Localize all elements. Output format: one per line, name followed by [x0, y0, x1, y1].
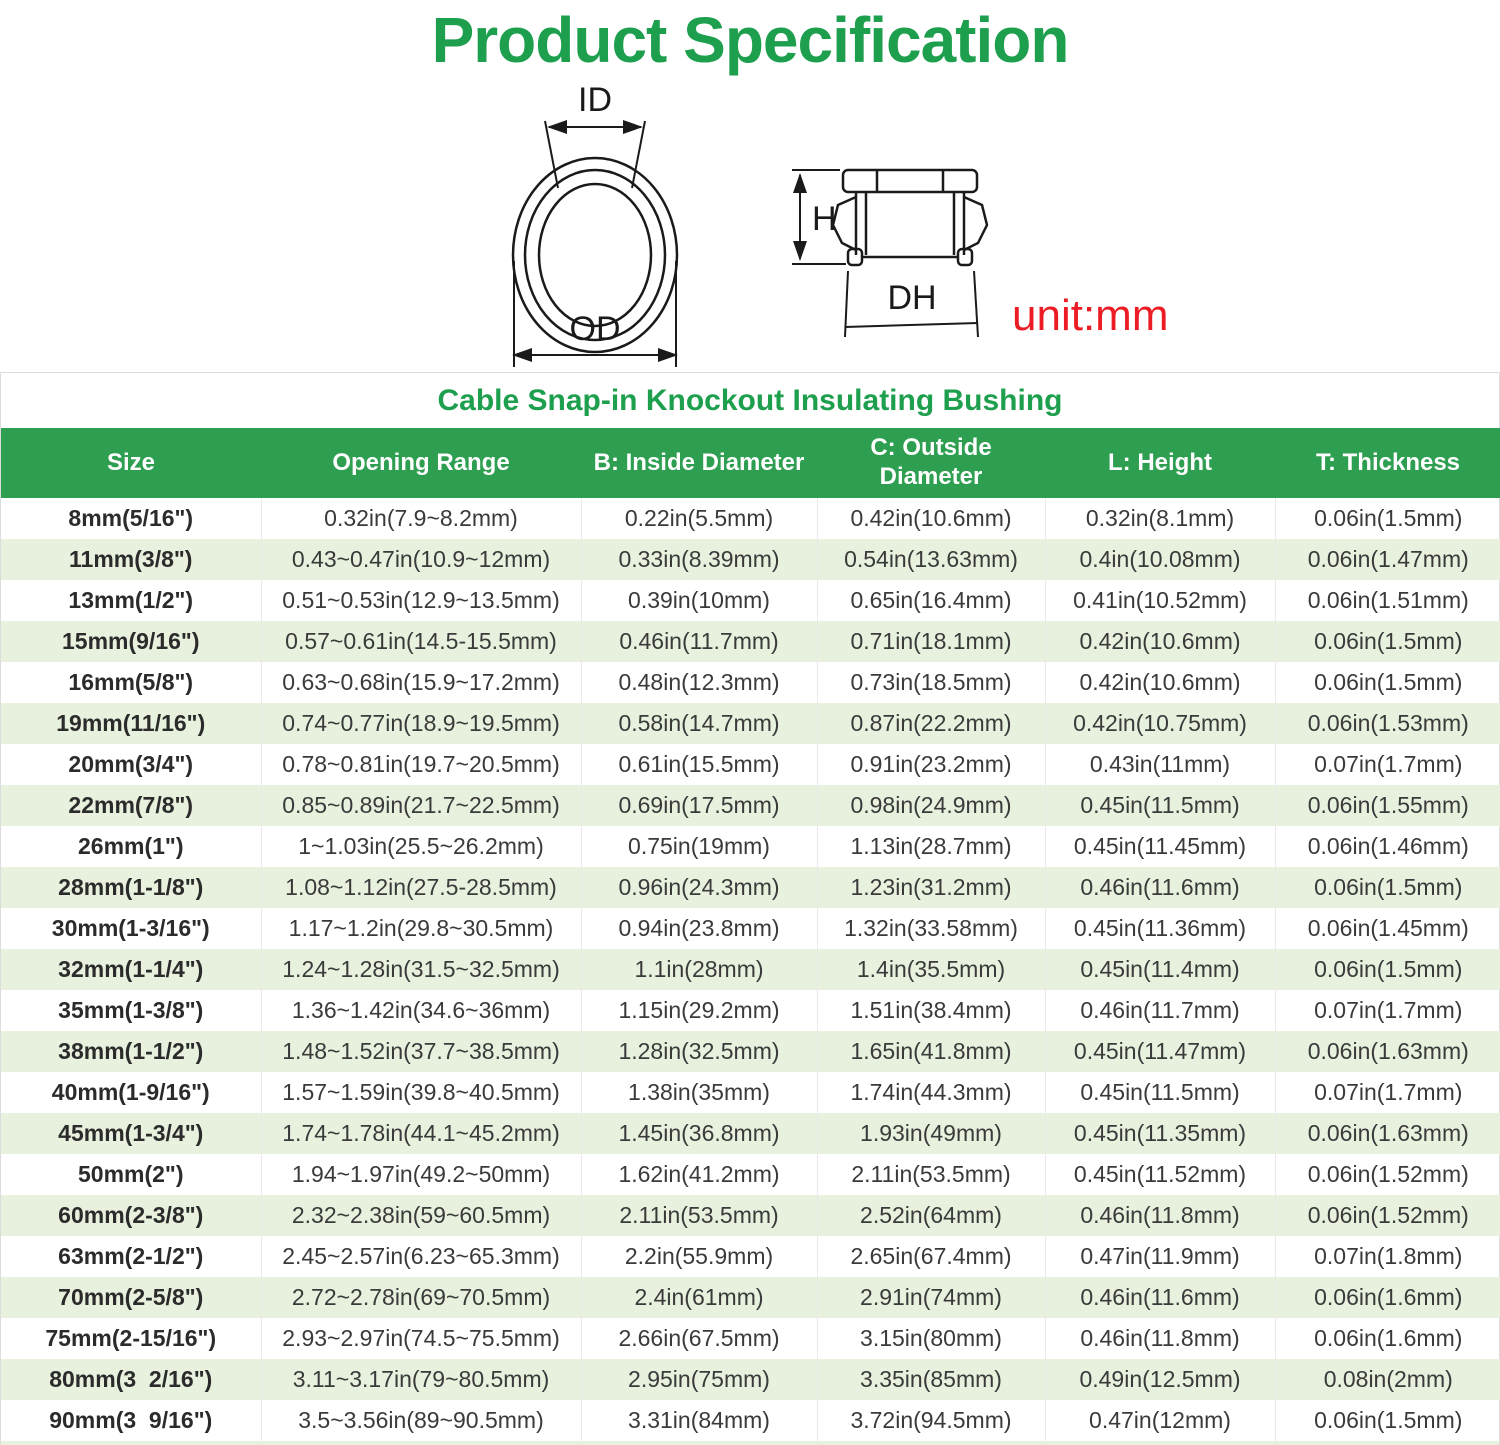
table-cell: 0.43in(11mm) [1045, 744, 1275, 785]
h-dimension-label: H [812, 200, 837, 238]
table-row [1, 703, 1500, 744]
table-cell: 0.08in(2mm) [1323, 1366, 1453, 1392]
table-cell: 0.91in(23.2mm) [817, 744, 1045, 785]
table-cell: 0.06in(1.6mm) [1314, 1284, 1463, 1310]
table-cell: 3.15in(80mm) [817, 1318, 1045, 1359]
table-cell: 0.42in(10.75mm) [1045, 703, 1275, 744]
table-cell: 0.07in(1.7mm) [1314, 997, 1463, 1023]
spec-section [0, 372, 1500, 1445]
column-header: L: Height [1045, 428, 1275, 498]
table-cell: 0.65in(16.4mm) [817, 580, 1045, 621]
table-cell: 1.36~1.42in(34.6~36mm) [261, 990, 581, 1031]
table-cell: 1.1in(28mm) [581, 949, 817, 990]
table-cell: 0.45in(11.52mm) [1045, 1154, 1275, 1195]
table-cell: 0.42in(10.6mm) [1045, 621, 1275, 662]
table-cell: 0.49in(12.5mm) [1045, 1359, 1275, 1400]
table-cell: 1.08~1.12in(27.5-28.5mm) [261, 867, 581, 908]
size-cell: 28mm(1-1/8") [1, 867, 261, 908]
table-cell: 0.69in(17.5mm) [581, 785, 817, 826]
table-row [1, 1236, 1500, 1277]
column-header: C: Outside Diameter [817, 428, 1045, 498]
table-row [1, 621, 1500, 662]
table-header [1, 428, 1500, 498]
table-cell: 0.32in(8.1mm) [1045, 498, 1275, 539]
table-cell: 0.06in(1.5mm) [1314, 628, 1463, 654]
table-cell: 0.07in(1.7mm) [1314, 751, 1463, 777]
table-cell: 0.06in(1.53mm) [1307, 710, 1469, 736]
table-row [1, 744, 1500, 785]
table-cell: 3.31in(84mm) [581, 1400, 817, 1441]
table-cell: 0.06in(1.52mm) [1307, 1202, 1469, 1228]
table-cell: 0.33in(8.39mm) [581, 539, 817, 580]
table-row [1, 1195, 1500, 1236]
table-row [1, 785, 1500, 826]
table-cell: 3.11~3.17in(79~80.5mm) [261, 1359, 581, 1400]
table-cell: 1.28in(32.5mm) [581, 1031, 817, 1072]
column-header: Size [1, 428, 261, 498]
table-cell: 1.23in(31.2mm) [817, 867, 1045, 908]
table-cell: 0.46in(11.7mm) [581, 621, 817, 662]
table-cell: 0.96in(24.3mm) [581, 867, 817, 908]
column-header: T: Thickness [1275, 428, 1500, 498]
table-cell: 2.45~2.57in(6.23~65.3mm) [261, 1236, 581, 1277]
table-cell: 3.35in(85mm) [817, 1359, 1045, 1400]
id-dimension-label: ID [578, 85, 612, 119]
table-row [1, 990, 1500, 1031]
size-cell: 26mm(1") [1, 826, 261, 867]
table-cell: 1.17~1.2in(29.8~30.5mm) [261, 908, 581, 949]
table-cell: 2.11in(53.5mm) [817, 1154, 1045, 1195]
table-cell: 0.73in(18.5mm) [817, 662, 1045, 703]
table-cell: 2.95in(75mm) [581, 1359, 817, 1400]
table-cell: 0.46in(11.6mm) [1045, 867, 1275, 908]
table-row [1, 539, 1500, 580]
table-cell: 0.06in(1.5mm) [1314, 874, 1463, 900]
table-cell: 2.52in(64mm) [817, 1195, 1045, 1236]
table-cell: 0.41in(10.52mm) [1045, 580, 1275, 621]
table-row [1, 1277, 1500, 1318]
table-cell: 0.98in(24.9mm) [817, 785, 1045, 826]
table-cell: 2.65in(67.4mm) [817, 1236, 1045, 1277]
table-cell: 0.48in(12.3mm) [581, 662, 817, 703]
bottom-row-sliver [1, 1441, 1499, 1445]
size-cell: 35mm(1-3/8") [1, 990, 261, 1031]
table-cell: 0.06in(1.5mm) [1314, 669, 1463, 695]
table-cell: 1.94~1.97in(49.2~50mm) [261, 1154, 581, 1195]
table-cell: 0.22in(5.5mm) [581, 498, 817, 539]
table-cell: 2.66in(67.5mm) [581, 1318, 817, 1359]
table-cell: 0.42in(10.6mm) [817, 498, 1045, 539]
size-cell: 19mm(11/16") [1, 703, 261, 744]
table-header-row [1, 428, 1500, 498]
table-cell: 2.91in(74mm) [817, 1277, 1045, 1318]
table-cell: 2.2in(55.9mm) [581, 1236, 817, 1277]
table-cell: 0.74~0.77in(18.9~19.5mm) [261, 703, 581, 744]
table-cell: 0.47in(12mm) [1045, 1400, 1275, 1441]
size-cell: 20mm(3/4") [1, 744, 261, 785]
table-cell: 0.46in(11.7mm) [1045, 990, 1275, 1031]
table-cell: 0.87in(22.2mm) [817, 703, 1045, 744]
table-cell: 1.32in(33.58mm) [817, 908, 1045, 949]
table-cell: 2.32~2.38in(59~60.5mm) [261, 1195, 581, 1236]
size-cell: 22mm(7/8") [1, 785, 261, 826]
table-row [1, 908, 1500, 949]
size-cell: 75mm(2-15/16") [1, 1318, 261, 1359]
table-cell: 1.74in(44.3mm) [817, 1072, 1045, 1113]
column-header: Opening Range [261, 428, 581, 498]
table-cell: 0.46in(11.8mm) [1045, 1195, 1275, 1236]
unit-note: unit:mm [1012, 291, 1169, 340]
table-cell: 2.4in(61mm) [581, 1277, 817, 1318]
table-body [1, 498, 1500, 1441]
size-cell: 8mm(5/16") [1, 498, 261, 539]
table-cell: 3.72in(94.5mm) [817, 1400, 1045, 1441]
table-cell: 0.39in(10mm) [581, 580, 817, 621]
size-cell: 50mm(2") [1, 1154, 261, 1195]
table-cell: 0.45in(11.36mm) [1045, 908, 1275, 949]
table-cell: 0.61in(15.5mm) [581, 744, 817, 785]
size-cell: 13mm(1/2") [1, 580, 261, 621]
size-cell: 38mm(1-1/2") [1, 1031, 261, 1072]
table-cell: 1.4in(35.5mm) [817, 949, 1045, 990]
table-cell: 0.06in(1.63mm) [1307, 1038, 1469, 1064]
size-cell: 80mm(3 2/16") [1, 1359, 261, 1400]
diagram-svg [0, 85, 1500, 372]
table-cell: 0.06in(1.63mm) [1307, 1120, 1469, 1146]
spec-table [1, 428, 1500, 1441]
table-cell: 1.62in(41.2mm) [581, 1154, 817, 1195]
size-cell: 70mm(2-5/8") [1, 1277, 261, 1318]
column-header: B: Inside Diameter [581, 428, 817, 498]
size-cell: 16mm(5/8") [1, 662, 261, 703]
table-cell: 0.51~0.53in(12.9~13.5mm) [261, 580, 581, 621]
dh-dimension-label: DH [887, 279, 937, 317]
table-row [1, 498, 1500, 539]
table-row [1, 580, 1500, 621]
side-view-diagram [833, 170, 987, 265]
table-row [1, 867, 1500, 908]
table-row [1, 1031, 1500, 1072]
table-cell: 0.71in(18.1mm) [817, 621, 1045, 662]
table-row [1, 1400, 1500, 1441]
size-cell: 60mm(2-3/8") [1, 1195, 261, 1236]
od-dimension-label: OD [569, 310, 621, 348]
table-cell: 2.72~2.78in(69~70.5mm) [261, 1277, 581, 1318]
table-cell: 1.57~1.59in(39.8~40.5mm) [261, 1072, 581, 1113]
table-cell: 0.32in(7.9~8.2mm) [261, 498, 581, 539]
table-cell: 0.54in(13.63mm) [817, 539, 1045, 580]
table-cell: 0.45in(11.35mm) [1045, 1113, 1275, 1154]
table-cell: 1.13in(28.7mm) [817, 826, 1045, 867]
product-diagram [0, 85, 1500, 372]
table-cell: 0.43~0.47in(10.9~12mm) [261, 539, 581, 580]
table-cell: 1.15in(29.2mm) [581, 990, 817, 1031]
table-cell: 0.58in(14.7mm) [581, 703, 817, 744]
table-cell: 2.11in(53.5mm) [581, 1195, 817, 1236]
table-cell: 0.45in(11.5mm) [1045, 1072, 1275, 1113]
table-row [1, 1359, 1500, 1400]
table-cell: 0.06in(1.6mm) [1314, 1325, 1463, 1351]
id-dimension [545, 121, 645, 188]
size-cell: 15mm(9/16") [1, 621, 261, 662]
table-cell: 3.5~3.56in(89~90.5mm) [261, 1400, 581, 1441]
size-cell: 63mm(2-1/2") [1, 1236, 261, 1277]
size-cell: 90mm(3 9/16") [1, 1400, 261, 1441]
table-row [1, 1318, 1500, 1359]
table-row [1, 826, 1500, 867]
table-cell: 1.74~1.78in(44.1~45.2mm) [261, 1113, 581, 1154]
table-cell: 0.06in(1.51mm) [1307, 587, 1469, 613]
page-header [0, 0, 1500, 85]
table-cell: 0.06in(1.46mm) [1307, 833, 1469, 859]
table-cell: 0.46in(11.8mm) [1045, 1318, 1275, 1359]
table-cell: 1.48~1.52in(37.7~38.5mm) [261, 1031, 581, 1072]
size-cell: 45mm(1-3/4") [1, 1113, 261, 1154]
table-row [1, 1113, 1500, 1154]
table-cell: 0.45in(11.5mm) [1045, 785, 1275, 826]
table-cell: 0.06in(1.5mm) [1314, 505, 1463, 531]
table-cell: 0.07in(1.8mm) [1314, 1243, 1463, 1269]
table-cell: 1~1.03in(25.5~26.2mm) [261, 826, 581, 867]
size-cell: 40mm(1-9/16") [1, 1072, 261, 1113]
table-cell: 1.38in(35mm) [581, 1072, 817, 1113]
table-cell: 0.42in(10.6mm) [1045, 662, 1275, 703]
table-subtitle: Cable Snap-in Knockout Insulating Bushing [437, 383, 1063, 417]
table-cell: 0.4in(10.08mm) [1045, 539, 1275, 580]
size-cell: 32mm(1-1/4") [1, 949, 261, 990]
table-row [1, 949, 1500, 990]
table-cell: 0.57~0.61in(14.5-15.5mm) [261, 621, 581, 662]
size-cell: 30mm(1-3/16") [1, 908, 261, 949]
table-row [1, 1154, 1500, 1195]
table-row [1, 662, 1500, 703]
table-cell: 0.06in(1.5mm) [1314, 1407, 1463, 1433]
table-cell: 0.07in(1.7mm) [1314, 1079, 1463, 1105]
table-cell: 0.45in(11.4mm) [1045, 949, 1275, 990]
table-row [1, 1072, 1500, 1113]
table-cell: 0.06in(1.55mm) [1307, 792, 1469, 818]
table-cell: 0.45in(11.47mm) [1045, 1031, 1275, 1072]
table-cell: 0.47in(11.9mm) [1045, 1236, 1275, 1277]
size-cell: 11mm(3/8") [1, 539, 261, 580]
table-cell: 0.06in(1.47mm) [1307, 546, 1469, 572]
table-cell: 0.06in(1.5mm) [1314, 956, 1463, 982]
table-cell: 0.75in(19mm) [581, 826, 817, 867]
table-cell: 1.24~1.28in(31.5~32.5mm) [261, 949, 581, 990]
table-cell: 0.06in(1.52mm) [1307, 1161, 1469, 1187]
table-cell: 1.45in(36.8mm) [581, 1113, 817, 1154]
table-cell: 0.06in(1.45mm) [1307, 915, 1469, 941]
table-cell: 0.78~0.81in(19.7~20.5mm) [261, 744, 581, 785]
table-cell: 1.65in(41.8mm) [817, 1031, 1045, 1072]
table-cell: 1.51in(38.4mm) [817, 990, 1045, 1031]
table-cell: 0.63~0.68in(15.9~17.2mm) [261, 662, 581, 703]
table-cell: 0.94in(23.8mm) [581, 908, 817, 949]
table-cell: 2.93~2.97in(74.5~75.5mm) [261, 1318, 581, 1359]
table-cell: 1.93in(49mm) [817, 1113, 1045, 1154]
page-title: Product Specification [431, 4, 1069, 76]
table-cell: 0.45in(11.45mm) [1045, 826, 1275, 867]
table-cell: 0.46in(11.6mm) [1045, 1277, 1275, 1318]
table-cell: 0.85~0.89in(21.7~22.5mm) [261, 785, 581, 826]
